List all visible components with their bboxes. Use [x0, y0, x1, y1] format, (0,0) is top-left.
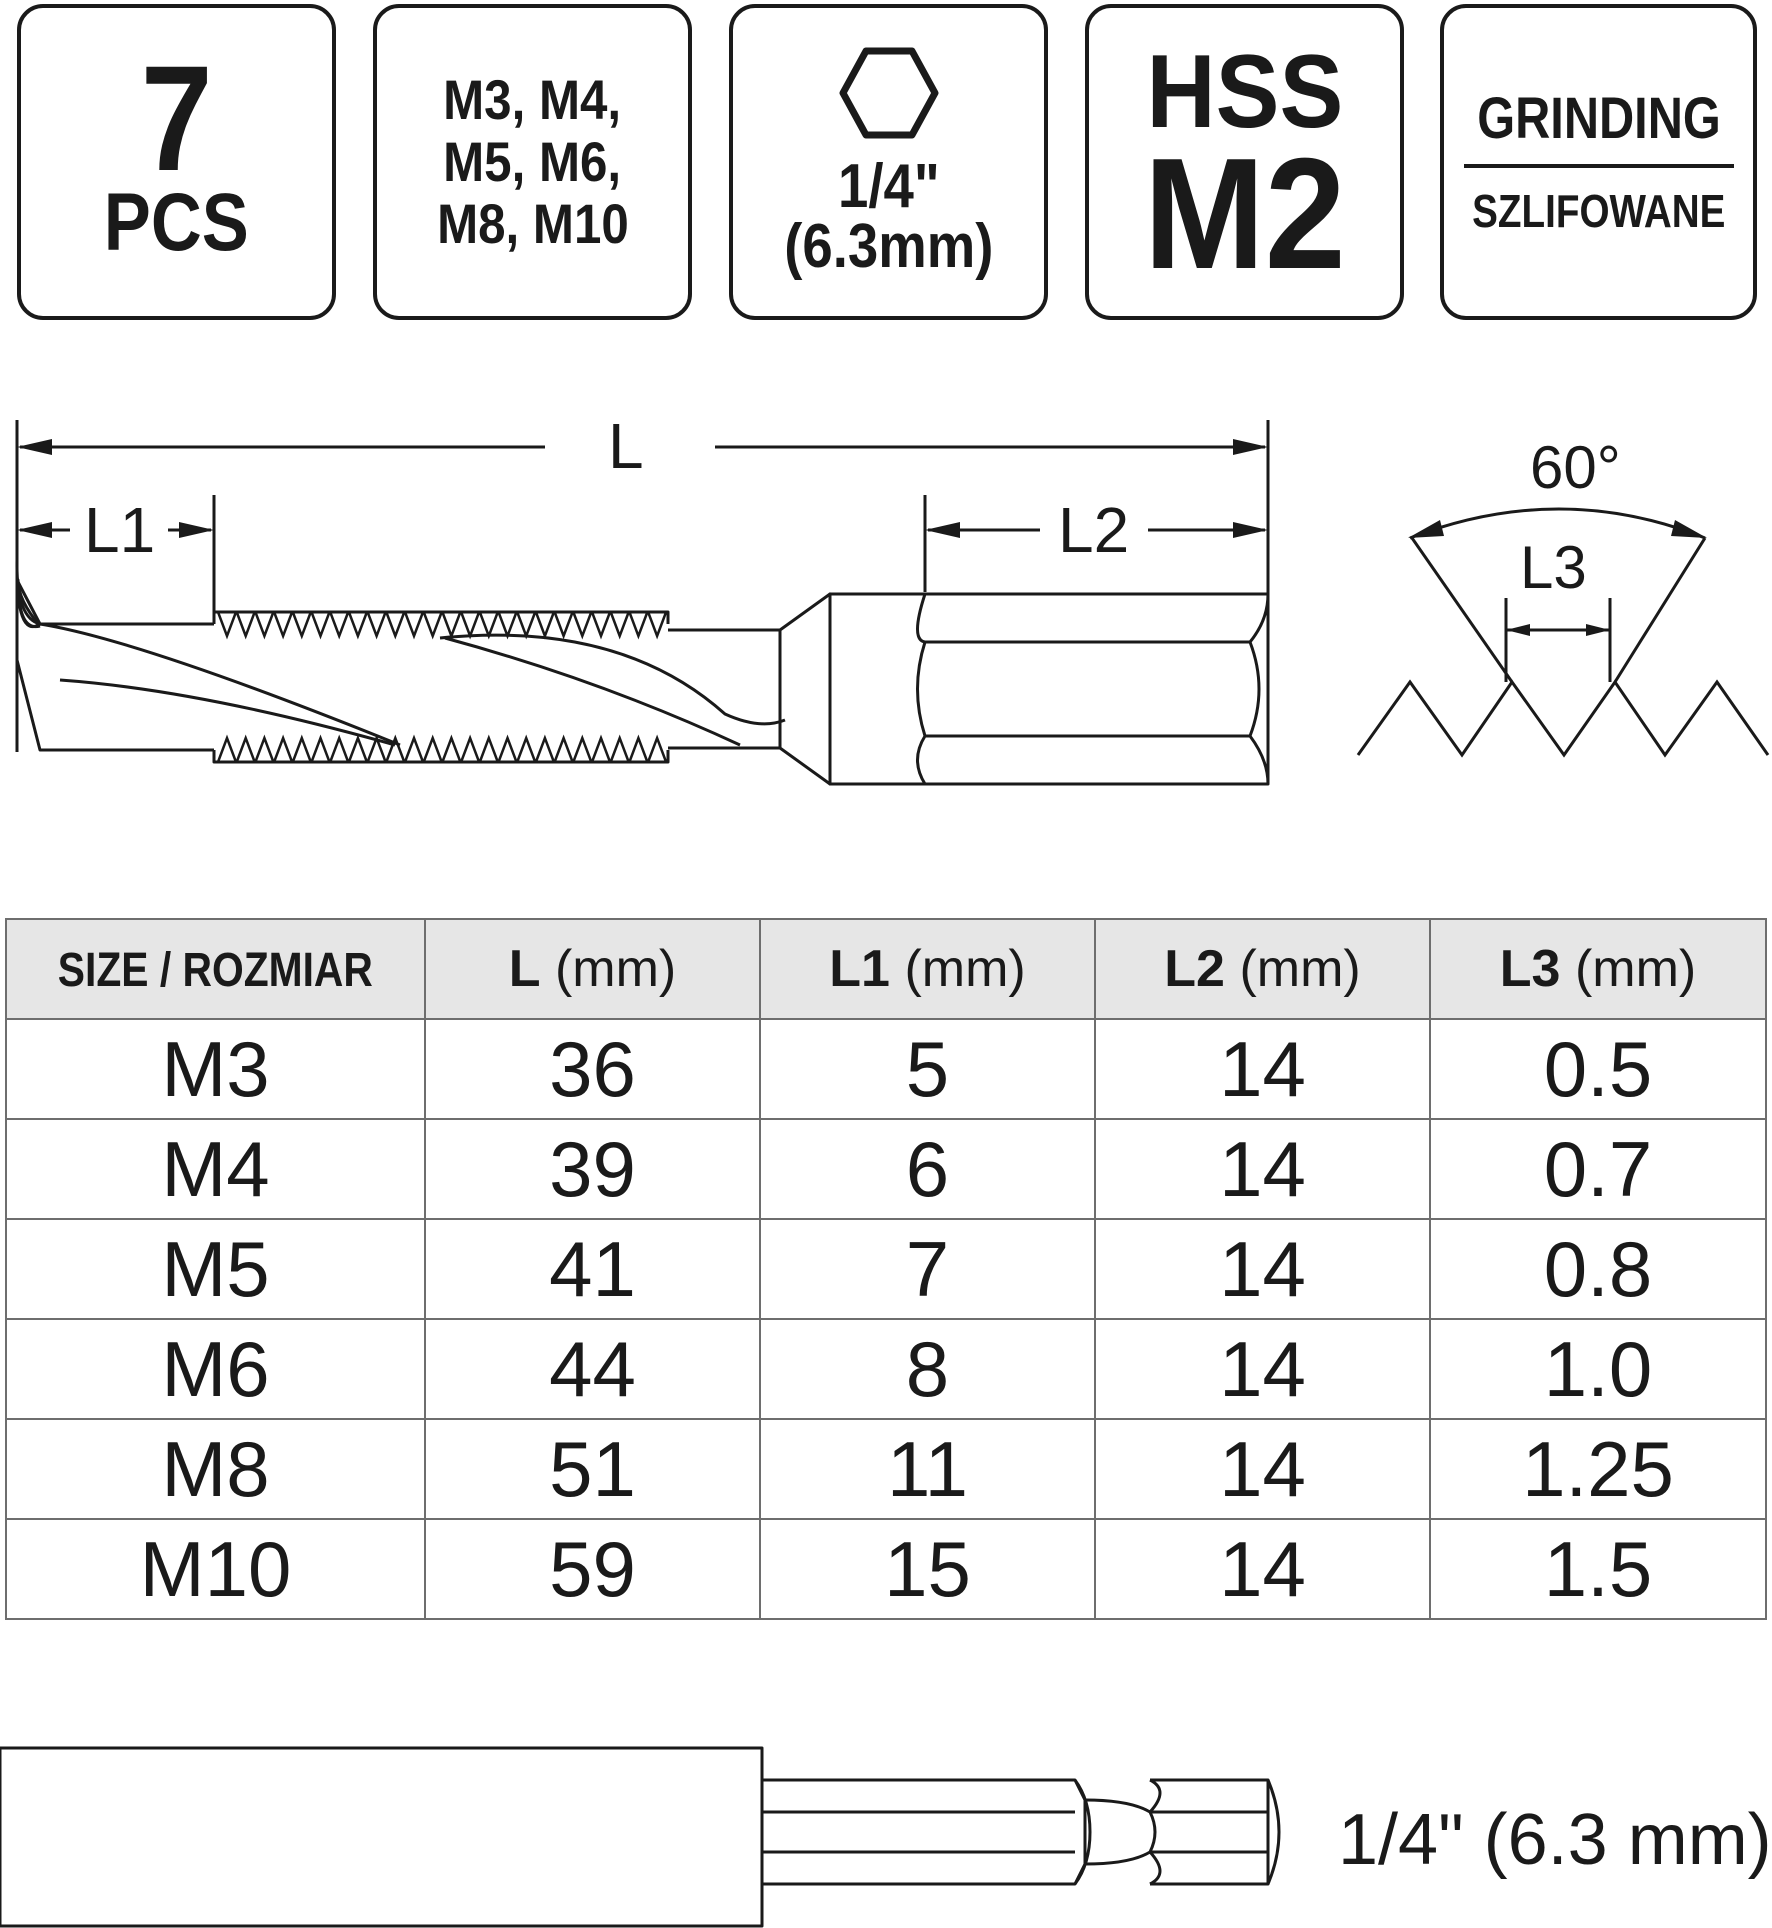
angle-ray-right — [1615, 538, 1705, 682]
table-row — [6, 1119, 1766, 1219]
cell-l: 44 — [425, 1319, 760, 1419]
arrow-l-left — [17, 439, 52, 455]
sizes-line-3: M8, M10 — [436, 192, 629, 255]
cell-l3: 1.5 — [1430, 1519, 1766, 1619]
cell-l3: 1.0 — [1430, 1319, 1766, 1419]
flute-line-2 — [440, 635, 785, 724]
piece-count-label: PCS — [103, 177, 249, 268]
cell-size: M4 — [6, 1119, 425, 1219]
hex-shank-body — [830, 594, 1268, 784]
shank-size-mm: (6.3mm) — [783, 212, 994, 281]
cell-size: M6 — [6, 1319, 425, 1419]
table-row — [6, 1319, 1766, 1419]
sizes-line-2: M5, M6, — [443, 130, 622, 193]
hex-shank-drawing — [0, 1730, 1330, 1928]
angle-ray-left — [1412, 538, 1512, 682]
cell-l2: 14 — [1095, 1019, 1430, 1119]
cell-l: 51 — [425, 1419, 760, 1519]
arrow-l1-right — [179, 522, 214, 538]
bit-holder-body — [0, 1748, 762, 1926]
cell-l: 36 — [425, 1019, 760, 1119]
shank-size-inch: 1/4" — [837, 152, 940, 221]
cell-l3: 0.8 — [1430, 1219, 1766, 1319]
shank-groove — [1085, 1800, 1155, 1864]
table-row — [6, 1219, 1766, 1319]
cell-l2: 14 — [1095, 1119, 1430, 1219]
table-row — [6, 1019, 1766, 1119]
hex-shank-size-label: 1/4" (6.3 mm) — [1338, 1800, 1772, 1880]
cell-size: M5 — [6, 1219, 425, 1319]
cell-l3: 1.25 — [1430, 1419, 1766, 1519]
cell-l1: 8 — [760, 1319, 1095, 1419]
sizes-line-1: M3, M4, — [443, 68, 622, 131]
cell-l1: 5 — [760, 1019, 1095, 1119]
label-l1: L1 — [84, 494, 156, 566]
cell-size: M8 — [6, 1419, 425, 1519]
header-l2: L2 (mm) — [1095, 919, 1430, 1019]
cell-l2: 14 — [1095, 1519, 1430, 1619]
table-header-row — [6, 919, 1766, 1019]
table-row — [6, 1419, 1766, 1519]
arrow-l-right — [1233, 439, 1268, 455]
cell-l3: 0.5 — [1430, 1019, 1766, 1119]
label-l2: L2 — [1058, 494, 1130, 566]
label-angle: 60° — [1530, 434, 1621, 501]
header-l: L (mm) — [425, 919, 760, 1019]
finish-polish: SZLIFOWANE — [1471, 185, 1726, 237]
cell-size: M10 — [6, 1519, 425, 1619]
finish-english: GRINDING — [1476, 86, 1721, 151]
header-size: SIZE / ROZMIAR — [6, 919, 425, 1019]
tap-drill-drawing — [0, 0, 1772, 820]
cell-l2: 14 — [1095, 1219, 1430, 1319]
cell-l1: 6 — [760, 1119, 1095, 1219]
label-l3: L3 — [1520, 534, 1587, 601]
thread-profile — [1358, 682, 1768, 755]
cell-l1: 11 — [760, 1419, 1095, 1519]
drill-tip-outline — [17, 560, 214, 627]
cell-l: 59 — [425, 1519, 760, 1619]
label-overall-length: L — [608, 410, 644, 482]
cell-l2: 14 — [1095, 1319, 1430, 1419]
header-l1: L1 (mm) — [760, 919, 1095, 1019]
cell-l2: 14 — [1095, 1419, 1430, 1519]
cell-l3: 0.7 — [1430, 1119, 1766, 1219]
shank-end — [1268, 1780, 1279, 1884]
material-grade: M2 — [1143, 126, 1346, 302]
cell-l: 39 — [425, 1119, 760, 1219]
material-hss: HSS — [1146, 34, 1343, 150]
shank-outer — [762, 1780, 1085, 1884]
arrow-l1-left — [17, 522, 52, 538]
arrow-l2-left — [925, 522, 960, 538]
cone — [780, 594, 830, 784]
arrow-l2-right — [1233, 522, 1268, 538]
cell-l: 41 — [425, 1219, 760, 1319]
piece-count-number: 7 — [140, 34, 213, 202]
cell-size: M3 — [6, 1019, 425, 1119]
neck — [668, 630, 780, 748]
cell-l1: 7 — [760, 1219, 1095, 1319]
table-row — [6, 1519, 1766, 1619]
header-l3: L3 (mm) — [1430, 919, 1766, 1019]
size-table — [5, 918, 1767, 1620]
cell-l1: 15 — [760, 1519, 1095, 1619]
